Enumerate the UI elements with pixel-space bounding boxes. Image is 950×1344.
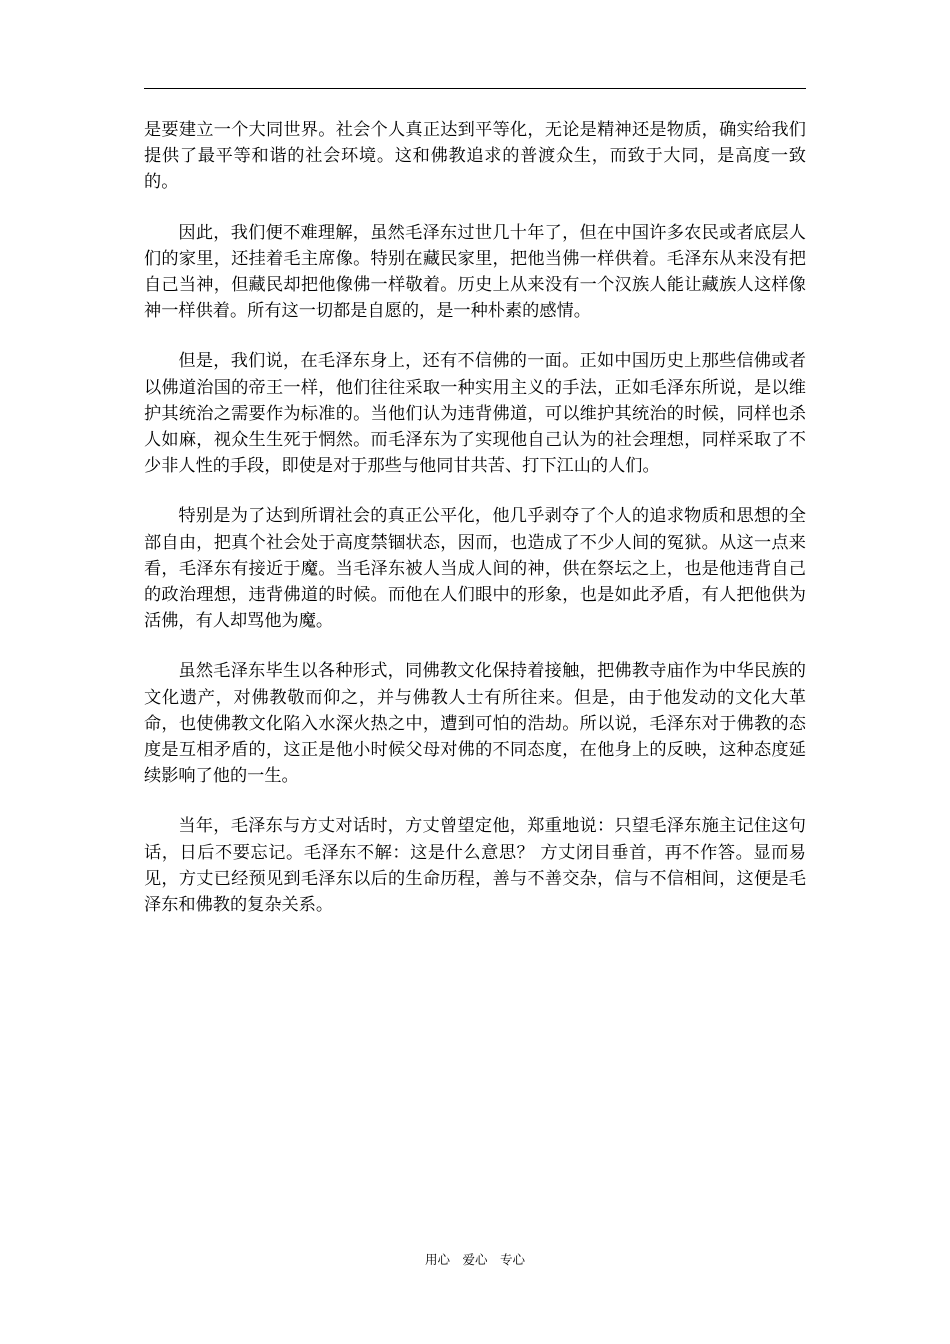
paragraph-continuation: 是要建立一个大同世界。社会个人真正达到平等化，无论是精神还是物质，确实给我们提供了最平等和谐的社会环境。这和佛教追求的普渡众生，而致于大同，是高度一致的。 xyxy=(144,120,806,193)
paragraph: 但是，我们说，在毛泽东身上，还有不信佛的一面。正如中国历史上那些信佛或者以佛道治国的帝王一样，他们往往采取一种实用主义的手法，正如毛泽东所说，是以维护其统治之需要作为标准的。当他们认为违背佛道，可以维护其统治的时候，同样也杀人如麻，视众生生死于惘然。而毛泽东为了实现他自己认为的社会理想，同样采取了不少非人性的手段，即使是对于那些与他同甘共苦、打下江山的人们。 xyxy=(144,351,806,477)
body-text xyxy=(144,117,806,942)
header-rule xyxy=(144,88,806,89)
page-footer: 用心 爱心 专心 xyxy=(424,1252,525,1267)
paragraph: 因此，我们便不难理解，虽然毛泽东过世几十年了，但在中国许多农民或者底层人们的家里，还挂着毛主席像。特别在藏民家里，把他当佛一样供着。毛泽东从来没有把自己当神，但藏民却把他像佛一样敬着。历史上从来没有一个汉族人能让藏族人这样像神一样供着。所有这一切都是自愿的，是一种朴素的感情。 xyxy=(144,222,806,322)
paragraph: 当年，毛泽东与方丈对话时，方丈曾望定他，郑重地说：只望毛泽东施主记住这句话，日后不要忘记。毛泽东不解：这是什么意思？ 方丈闭目垂首，再不作答。显而易见，方丈已经预见到毛泽东以后的生命历程，善与不善交杂，信与不信相间，这便是毛泽东和佛教的复杂关系。 xyxy=(144,816,806,916)
paragraph: 特别是为了达到所谓社会的真正公平化，他几乎剥夺了个人的追求物质和思想的全部自由，把真个社会处于高度禁锢状态，因而，也造成了不少人间的冤狱。从这一点来看，毛泽东有接近于魔。当毛泽东被人当成人间的神，供在祭坛之上，也是他违背自己的政治理想，违背佛道的时候。而他在人们眼中的形象，也是如此矛盾，有人把他供为活佛，有人却骂他为魔。 xyxy=(144,506,806,632)
paragraph: 虽然毛泽东毕生以各种形式，同佛教文化保持着接触，把佛教寺庙作为中华民族的文化遗产，对佛教敬而仰之，并与佛教人士有所往来。但是，由于他发动的文化大革命，也使佛教文化陷入水深火热之中，遭到可怕的浩劫。所以说，毛泽东对于佛教的态度是互相矛盾的，这正是他小时候父母对佛的不同态度，在他身上的反映，这种态度延续影响了他的一生。 xyxy=(144,661,806,787)
